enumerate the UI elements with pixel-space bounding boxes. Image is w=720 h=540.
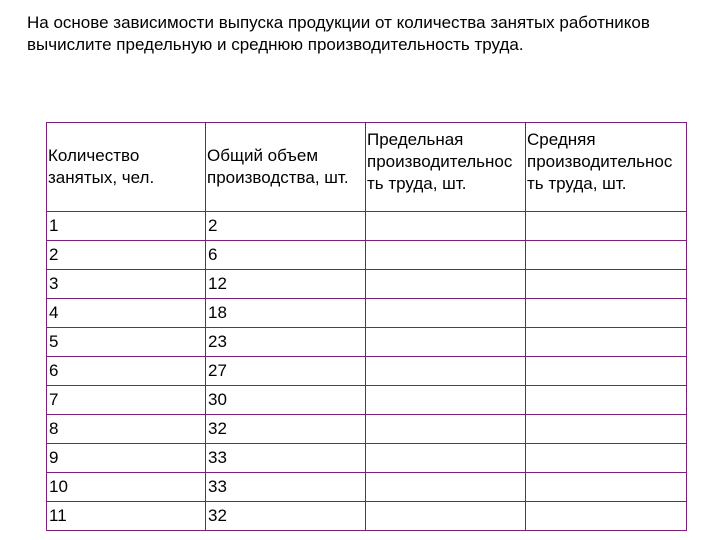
output-cell: 6	[206, 241, 366, 270]
marginal-cell	[366, 212, 526, 241]
average-cell	[526, 299, 687, 328]
header-marginal-productivity: Предельная производительнос ть труда, шт.	[366, 123, 526, 212]
workers-cell: 3	[47, 270, 206, 299]
header-workers: Количество занятых, чел.	[47, 123, 206, 212]
task-text: На основе зависимости выпуска продукции от количества занятых работников вычислите предельную и среднюю производительность труда.	[27, 13, 650, 54]
workers-cell: 2	[47, 241, 206, 270]
output-cell: 33	[206, 444, 366, 473]
average-cell	[526, 386, 687, 415]
output-cell: 12	[206, 270, 366, 299]
table-header-row	[47, 123, 687, 212]
average-cell	[526, 473, 687, 502]
workers-cell: 7	[47, 386, 206, 415]
output-cell: 27	[206, 357, 366, 386]
productivity-table	[46, 122, 687, 531]
marginal-cell	[366, 444, 526, 473]
workers-cell: 11	[47, 502, 206, 531]
table-row	[47, 299, 687, 328]
table-row	[47, 444, 687, 473]
workers-cell: 1	[47, 212, 206, 241]
workers-cell: 4	[47, 299, 206, 328]
marginal-cell	[366, 386, 526, 415]
marginal-cell	[366, 270, 526, 299]
output-cell: 23	[206, 328, 366, 357]
workers-cell: 5	[47, 328, 206, 357]
average-cell	[526, 241, 687, 270]
average-cell	[526, 444, 687, 473]
output-cell: 18	[206, 299, 366, 328]
table-row	[47, 386, 687, 415]
average-cell	[526, 502, 687, 531]
table-row	[47, 357, 687, 386]
marginal-cell	[366, 473, 526, 502]
marginal-cell	[366, 328, 526, 357]
table-row	[47, 415, 687, 444]
output-cell: 32	[206, 502, 366, 531]
marginal-cell	[366, 502, 526, 531]
marginal-cell	[366, 415, 526, 444]
average-cell	[526, 270, 687, 299]
workers-cell: 10	[47, 473, 206, 502]
table-row	[47, 473, 687, 502]
average-cell	[526, 328, 687, 357]
output-cell: 32	[206, 415, 366, 444]
average-cell	[526, 415, 687, 444]
output-cell: 33	[206, 473, 366, 502]
table-row	[47, 328, 687, 357]
average-cell	[526, 357, 687, 386]
table-row	[47, 270, 687, 299]
header-average-productivity: Средняя производительнос ть труда, шт.	[526, 123, 687, 212]
average-cell	[526, 212, 687, 241]
workers-cell: 9	[47, 444, 206, 473]
marginal-cell	[366, 299, 526, 328]
output-cell: 30	[206, 386, 366, 415]
marginal-cell	[366, 357, 526, 386]
marginal-cell	[366, 241, 526, 270]
workers-cell: 6	[47, 357, 206, 386]
table-row	[47, 502, 687, 531]
output-cell: 2	[206, 212, 366, 241]
table-row	[47, 212, 687, 241]
header-total-output: Общий объем производства, шт.	[206, 123, 366, 212]
workers-cell: 8	[47, 415, 206, 444]
table-row	[47, 241, 687, 270]
